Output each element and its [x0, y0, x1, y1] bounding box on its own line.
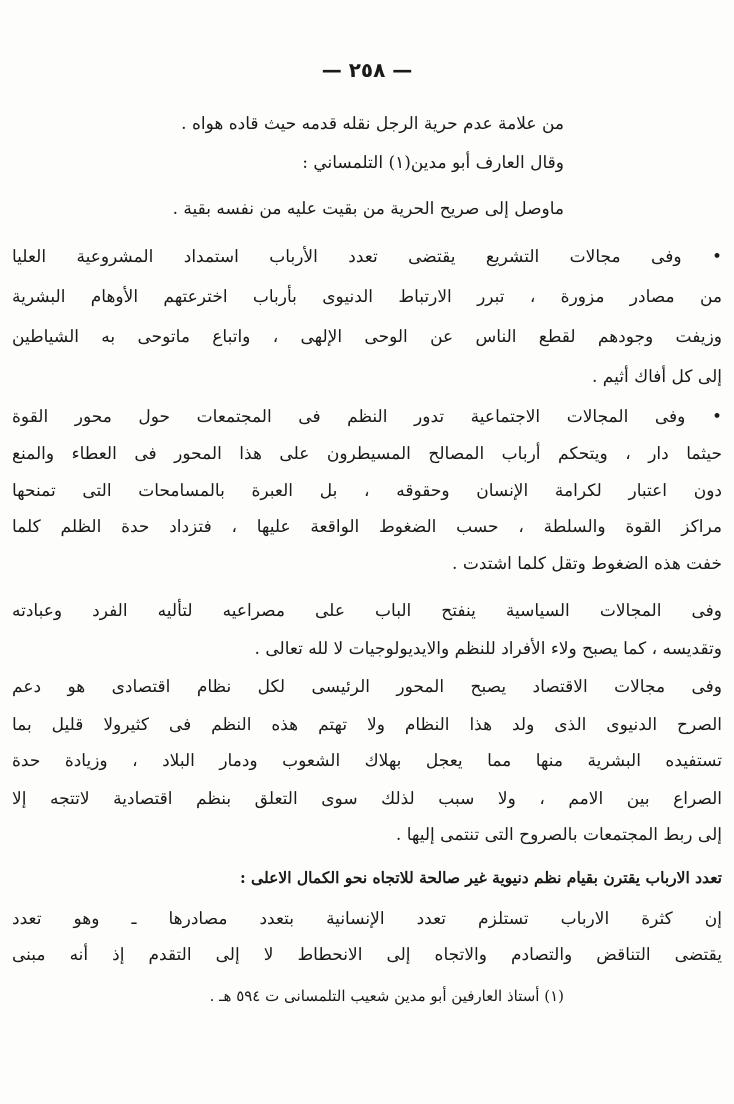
- text-line-1: من علامة عدم حرية الرجل نقله قدمه حيث قاده هواه .: [181, 114, 564, 134]
- text-line-3: ماوصل إلى صريح الحرية من بقيت عليه من نفسه بقية .: [172, 199, 564, 219]
- text-line-19: إلى ربط المجتمعات بالصروح التى تنتمى إليها .: [395, 825, 722, 845]
- text-line-13: وفى المجالات السياسية ينفتح الباب على مصراعيه لتأليه الفرد وعبادته: [12, 601, 722, 621]
- text-line-11: مراكز القوة والسلطة ، حسب الضغوط الواقعة عليها ، فتزداد حدة الظلم كلما: [12, 517, 722, 537]
- text-line-17: تستفيده البشرية منها مما يعجل بهلاك الشعوب ودمار البلاد ، وزيادة حدة: [12, 751, 722, 771]
- text-line-21: إن كثرة الارباب تستلزم تعدد الإنسانية بتعدد مصادرها ـ وهو تعدد: [12, 909, 722, 929]
- footnote: (١) أستاذ العارفين أبو مدين شعيب التلمسانى ت ٥٩٤ هـ .: [209, 987, 564, 1005]
- text-line-2: وقال العارف أبو مدين(١) التلمساني :: [302, 153, 564, 173]
- text-line-4: • وفى مجالات التشريع يقتضى تعدد الأرباب استمداد المشروعية العليا: [12, 247, 722, 267]
- text-line-5: من مصادر مزورة ، تبرر الارتباط الدنيوى بأرباب اخترعتهم الأوهام البشرية: [12, 287, 722, 307]
- text-line-12: خفت هذه الضغوط وتقل كلما اشتدت .: [452, 554, 722, 574]
- text-line-22: يقتضى التناقض والتصادم والاتجاه إلى الانحطاط لا إلى التقدم إذ أنه مبنى: [12, 945, 722, 965]
- page-number: — ٢٥٨ —: [321, 58, 413, 82]
- text-line-9: حيثما دار ، ويتحكم أرباب المصالح المسيطرون على هذا المحور فى العطاء والمنع: [12, 444, 722, 464]
- text-line-15: وفى مجالات الاقتصاد يصبح المحور الرئيسى لكل نظام اقتصادى هو دعم: [12, 677, 722, 697]
- text-line-8: • وفى المجالات الاجتماعية تدور النظم فى المجتمعات حول محور القوة: [12, 407, 722, 427]
- text-line-6: وزيفت وجودهم لقطع الناس عن الوحى الإلهى ، واتباع ماتوحى به الشياطين: [12, 327, 722, 347]
- text-line-14: وتقديسه ، كما يصبح ولاء الأفراد للنظم والايديولوجيات لا لله تعالى .: [254, 639, 722, 659]
- text-line-7: إلى كل أفاك أثيم .: [592, 367, 722, 387]
- section-heading: تعدد الارباب يقترن بقيام نظم دنيوية غير صالحة للاتجاه نحو الكمال الاعلى :: [239, 868, 722, 887]
- text-line-16: الصرح الدنيوى الذى ولد هذا النظام ولا تهتم هذه النظم فى كثيرولا قليل بما: [12, 715, 722, 735]
- text-line-10: دون اعتبار لكرامة الإنسان وحقوقه ، بل العبرة بالمسامحات التى تمنحها: [12, 481, 722, 501]
- text-line-18: الصراع بين الامم ، ولا سبب لذلك سوى التعلق بنظم اقتصادية لاتتجه إلا: [12, 789, 722, 809]
